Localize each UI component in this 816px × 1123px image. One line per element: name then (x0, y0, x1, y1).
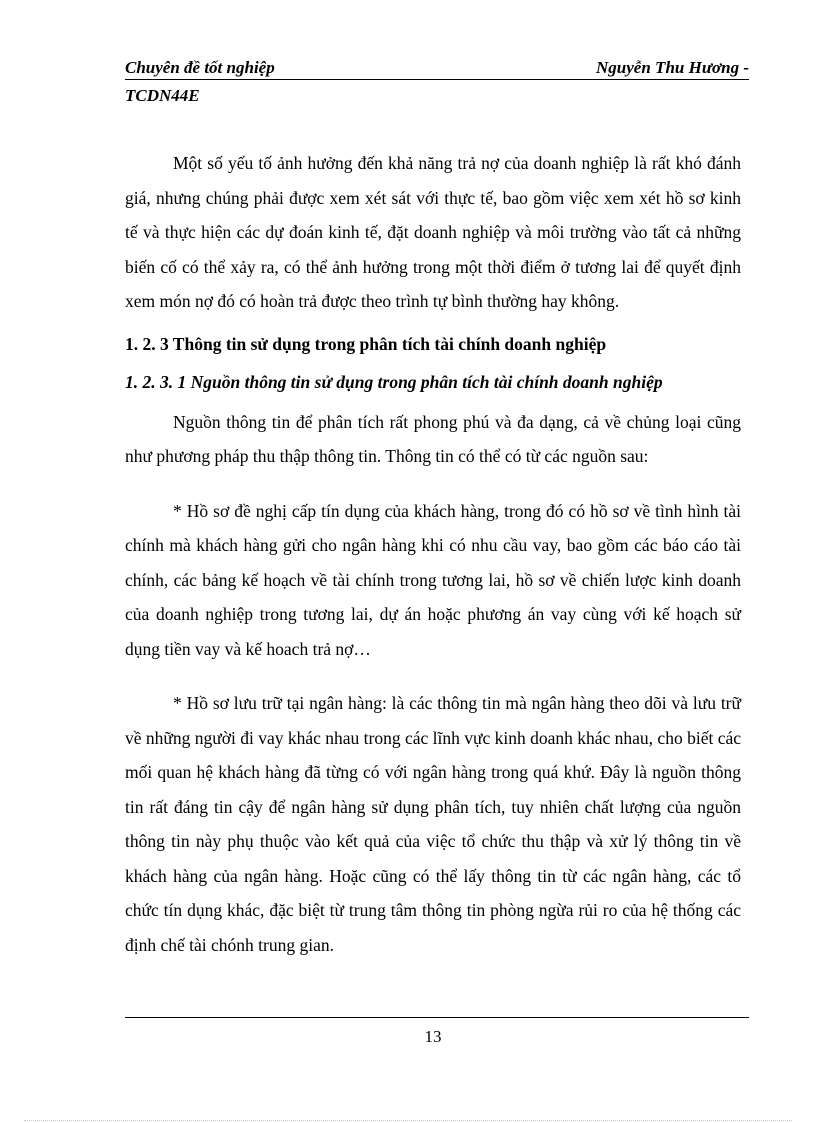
paragraph-bank-records: * Hồ sơ lưu trữ tại ngân hàng: là các thông tin mà ngân hàng theo dõi và lưu trữ về những người đi vay khác nhau trong các lĩnh vực kinh doanh khác nhau, cho biết các mối quan hệ khách hàng đã từng có với ngân hàng trong quá khứ. Đây là nguồn thông tin rất đáng tin cậy để ngân hàng sử dụng phân tích, tuy nhiên chất lượng của nguồn thông tin này phụ thuộc vào kết quả của việc tổ chức thu thập và xử lý thông tin về khách hàng của ngân hàng. Hoặc cũng có thể lấy thông tin từ các ngân hàng, các tổ chức tín dụng khác, đặc biệt từ trung tâm thông tin phòng ngừa rủi ro của hệ thống các định chế tài chónh trung gian. (125, 693, 741, 955)
paragraph-repayment-factors: Một số yếu tố ảnh hưởng đến khả năng trả nợ của doanh nghiệp là rất khó đánh giá, nhưng chúng phải được xem xét sát với thực tế, bao gồm việc xem xét hồ sơ kinh tế và thực hiện các dự đoán kinh tế, đặt doanh nghiệp và môi trường vào tất cả những biến cố có thể xảy ra, có thể ảnh hưởng trong một thời điểm ở tương lai để quyết định xem món nợ đó có hoàn trả được theo trình tự bình thường hay không. (125, 153, 741, 311)
page-number: 13 (424, 1027, 442, 1046)
subsection-heading-1-2-3-1: 1. 2. 3. 1 Nguồn thông tin sử dụng trong phân tích tài chính doanh nghiệp (125, 371, 663, 392)
footer-rule (125, 1017, 749, 1018)
header-author: Nguyễn Thu Hương - (596, 58, 749, 77)
page-bottom-divider (24, 1120, 792, 1121)
paragraph-information-sources: Nguồn thông tin để phân tích rất phong phú và đa dạng, cả về chủng loại cũng như phương pháp thu thập thông tin. Thông tin có thể có từ các nguồn sau: (125, 411, 741, 466)
page-header (125, 58, 749, 106)
header-rule (125, 79, 749, 80)
page-body (125, 146, 741, 962)
section-heading-1-2-3: 1. 2. 3 Thông tin sử dụng trong phân tích tài chính doanh nghiệp (125, 333, 607, 354)
header-document-type: Chuyên đề tốt nghiệp (125, 58, 275, 77)
paragraph-credit-application-file: * Hồ sơ đề nghị cấp tín dụng của khách hàng, trong đó có hồ sơ về tình hình tài chính mà khách hàng gửi cho ngân hàng khi có nhu cầu vay, bao gồm các báo cáo tài chính, các bảng kế hoạch về tài chính trong tương lai, hồ sơ về chiến lược kinh doanh của doanh nghiệp trong tương lai, dự án hoặc phương án vay cùng với kế hoạch sử dụng tiền vay và kế hoach trả nợ… (125, 500, 741, 659)
header-class-code: TCDN44E (125, 86, 200, 105)
